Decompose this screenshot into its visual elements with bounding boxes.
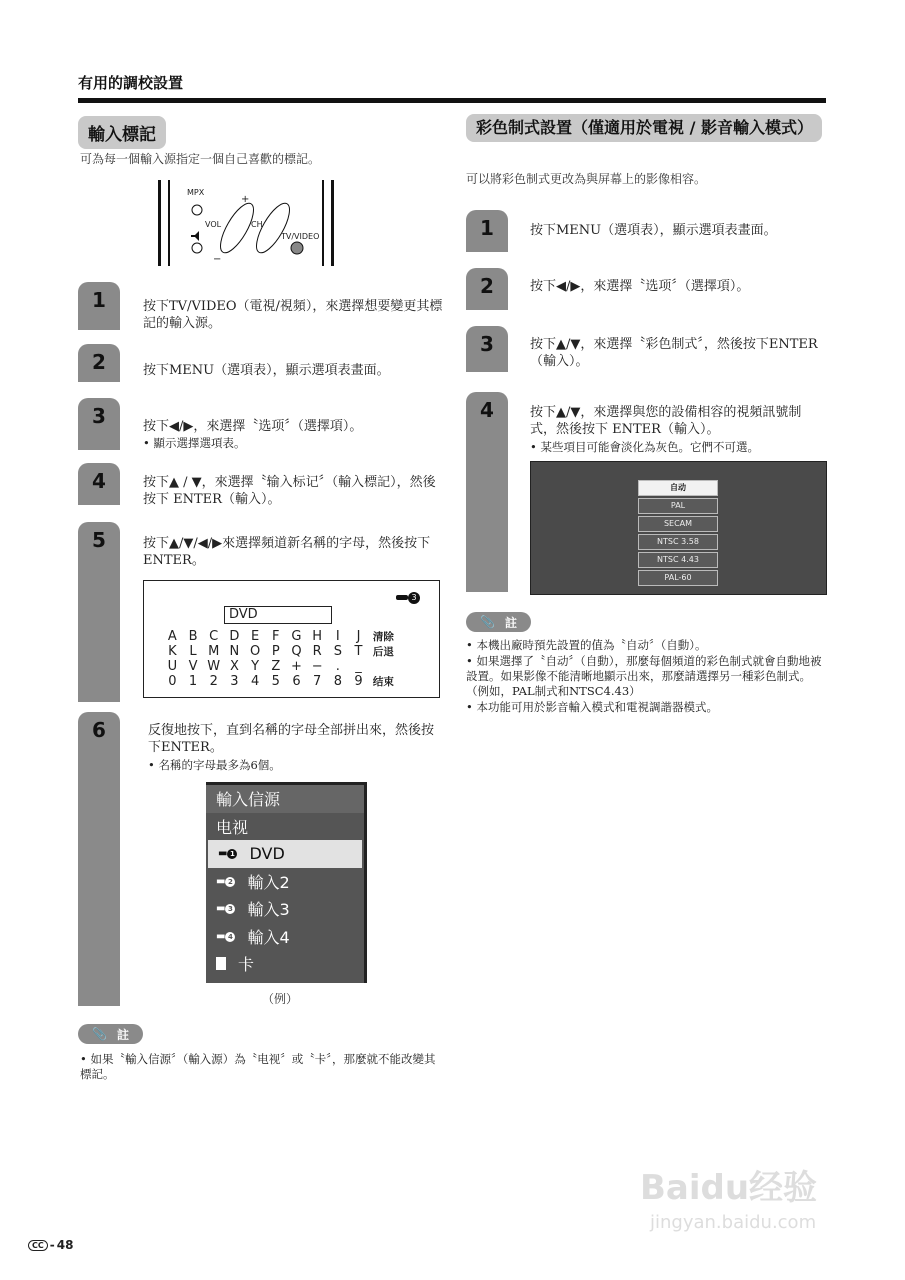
menu-item-label: 电视 <box>216 817 249 837</box>
key[interactable]: O <box>249 644 261 659</box>
menu-header-label: 輸入信源 <box>216 790 281 810</box>
menu-item-label: DVD <box>249 844 285 864</box>
baidu-watermark-logo: Baidu经验 <box>640 1168 818 1208</box>
color-option-ntsc358[interactable]: NTSC 3.58 <box>638 534 718 550</box>
key[interactable]: N <box>229 644 240 659</box>
key[interactable]: U <box>167 659 178 674</box>
key[interactable]: T <box>354 644 363 659</box>
empty-cmd <box>369 659 413 674</box>
step-4-text: 按下▲ / ▼，來選擇〝输入标记〞（輸入標記），然後按下 ENTER（輸入）。 <box>143 475 436 507</box>
key[interactable]: 3 <box>230 674 239 689</box>
keyboard-row-3 <box>162 659 413 674</box>
key[interactable]: D <box>229 629 240 644</box>
key[interactable]: 2 <box>209 674 218 689</box>
step-2-number: 2 <box>78 344 120 382</box>
color-option-auto[interactable]: 自动 <box>638 480 718 496</box>
r-step-2-number: 2 <box>466 268 508 310</box>
header-rule <box>78 98 826 103</box>
key[interactable]: − <box>311 659 323 674</box>
step-2-text: 按下MENU（選項表），顯示選項表畫面。 <box>143 363 390 378</box>
step-3-bullet: • 顯示選擇選項表。 <box>143 436 245 451</box>
key[interactable]: 8 <box>333 674 342 689</box>
key[interactable]: K <box>168 644 177 659</box>
key[interactable]: H <box>312 629 323 644</box>
input-source-menu <box>206 782 367 983</box>
menu-item-card[interactable] <box>206 950 364 978</box>
r-step-4-text: 按下▲/▼，來選擇與您的設備相容的視頻訊號制式，然後按下 ENTER（輸入）。 <box>530 405 802 437</box>
key[interactable]: R <box>312 644 322 659</box>
page-header-title: 有用的調校設置 <box>78 74 184 92</box>
right-note-2: • 如果選擇了〝自动〞（自動），那麼每個頻道的彩色制式就會自動地被設置。如果影像不能清晰地顯示出來，那麼請選擇另一種彩色制式。（例如，PAL制式和NTSC4.43） <box>466 654 826 699</box>
step-4-number: 4 <box>78 463 120 505</box>
paperclip-icon: 📎 <box>92 1027 107 1041</box>
right-note-1: • 本機出廠時預先設置的值為〝自动〞（自動）。 <box>466 638 826 653</box>
menu-item-label: 輸入2 <box>247 872 290 892</box>
note-label: 註 <box>504 615 517 630</box>
input-4-plug-icon: ▬ 4 <box>216 931 235 942</box>
color-option-pal60[interactable]: PAL-60 <box>638 570 718 586</box>
r-step-2-text: 按下◀/▶，來選擇〝选项〞（選擇項）。 <box>530 279 750 294</box>
input-3-plug-icon: ▬ 3 <box>216 903 235 914</box>
r-step-4-number: 4 <box>466 392 508 592</box>
key[interactable]: 0 <box>168 674 177 689</box>
minus-label: − <box>213 254 222 265</box>
cc-badge: CC <box>28 1240 48 1251</box>
key[interactable]: M <box>208 644 220 659</box>
r-step-3-text: 按下▲/▼，來選擇〝彩色制式〞，然後按下ENTER（輸入）。 <box>530 337 818 369</box>
character-keyboard <box>143 580 440 698</box>
step-1-text: 按下TV/VIDEO（電視/視頻），來選擇想要變更其標記的輸入源。 <box>143 299 443 331</box>
back-key[interactable]: 后退 <box>372 646 394 658</box>
mpx-label: MPX <box>187 188 205 197</box>
page-number: 48 <box>56 1238 74 1252</box>
key[interactable]: C <box>209 629 219 644</box>
key[interactable]: 9 <box>354 674 363 689</box>
key[interactable]: W <box>207 659 221 674</box>
menu-item-label: 輸入3 <box>247 900 290 920</box>
menu-item-input2[interactable] <box>206 868 364 896</box>
name-input-field[interactable]: DVD <box>224 606 332 624</box>
keyboard-row-2 <box>162 644 413 659</box>
finish-key[interactable]: 结束 <box>372 676 394 688</box>
color-option-ntsc443[interactable]: NTSC 4.43 <box>638 552 718 568</box>
key[interactable]: S <box>333 644 342 659</box>
keyboard-row-1 <box>162 629 413 644</box>
key[interactable]: 7 <box>313 674 322 689</box>
input-plug-icon <box>396 587 420 606</box>
menu-item-dvd[interactable] <box>208 840 362 868</box>
step-5-number: 5 <box>78 522 120 702</box>
key[interactable]: + <box>291 659 302 674</box>
section-title-color-system: 彩色制式設置（僅適用於電視 / 影音輸入模式） <box>466 114 822 142</box>
key[interactable]: 1 <box>188 674 198 689</box>
step-6-bullet: • 名稱的字母最多為6個。 <box>148 758 281 773</box>
step-5-text: 按下▲/▼/◀/▶來選擇頻道新名稱的字母，然後按下ENTER。 <box>143 536 431 568</box>
menu-header <box>206 785 364 813</box>
menu-item-input3[interactable] <box>206 895 364 923</box>
r-step-3-number: 3 <box>466 326 508 372</box>
key[interactable]: G <box>291 629 302 644</box>
key[interactable]: Y <box>251 659 260 674</box>
step-6-number: 6 <box>78 712 120 1006</box>
menu-item-tv[interactable] <box>206 813 364 841</box>
ch-label: CH <box>251 220 263 229</box>
color-option-pal[interactable]: PAL <box>638 498 718 514</box>
section-intro: 可為每一個輸入源指定一個自己喜歡的標記。 <box>80 152 321 166</box>
example-caption: （例） <box>262 992 299 1006</box>
step-1-number: 1 <box>78 282 120 330</box>
note-tag <box>466 612 531 632</box>
key[interactable]: Q <box>291 644 302 659</box>
key[interactable]: L <box>189 644 197 659</box>
key[interactable]: F <box>272 629 280 644</box>
key[interactable]: 6 <box>292 674 301 689</box>
key[interactable]: Z <box>271 659 281 674</box>
note-tag <box>78 1024 143 1044</box>
step-6-text: 反復地按下，直到名稱的字母全部拼出來，然後按下ENTER。 <box>148 723 435 755</box>
menu-item-label: 輸入4 <box>247 927 290 947</box>
key[interactable]: . <box>335 659 340 674</box>
key[interactable]: V <box>188 659 198 674</box>
color-system-list <box>638 480 718 588</box>
step-3-number: 3 <box>78 398 120 450</box>
key[interactable]: P <box>271 644 280 659</box>
key[interactable]: 5 <box>271 674 280 689</box>
input-2-plug-icon: ▬ 2 <box>216 876 235 887</box>
menu-item-input4[interactable] <box>206 923 364 951</box>
color-intro: 可以將彩色制式更改為與屏幕上的影像相容。 <box>466 172 707 186</box>
color-system-panel <box>530 461 827 595</box>
paperclip-icon: 📎 <box>480 615 495 629</box>
key[interactable]: J <box>356 629 361 644</box>
key[interactable]: A <box>167 629 177 644</box>
card-icon <box>216 957 226 970</box>
right-note-3: • 本功能可用於影音輸入模式和電視調諧器模式。 <box>466 700 826 715</box>
baidu-watermark-url: jingyan.baidu.com <box>650 1212 817 1233</box>
clear-key[interactable]: 清除 <box>372 631 394 643</box>
note-label: 註 <box>116 1027 129 1042</box>
input-1-plug-icon: ▬ 1 <box>218 848 237 859</box>
remote-illustration <box>158 180 334 266</box>
key[interactable]: B <box>188 629 198 644</box>
color-option-secam[interactable]: SECAM <box>638 516 718 532</box>
section-title-input-label: 輸入標記 <box>78 116 166 149</box>
vol-label: VOL <box>205 220 222 229</box>
menu-item-label: 卡 <box>238 955 255 975</box>
plus-label: + <box>241 194 250 205</box>
r-step-4-bullet: • 某些項目可能會淡化為灰色。它們不可選。 <box>530 440 759 455</box>
step-3-text: 按下◀/▶，來選擇〝选项〞（選擇項）。 <box>143 419 363 434</box>
key[interactable]: I <box>335 629 340 644</box>
input-number-badge: 3 <box>408 592 420 604</box>
tvvideo-label: TV/VIDEO <box>281 232 320 241</box>
r-step-1-number: 1 <box>466 210 508 252</box>
left-note-text: • 如果〝輸入信源〞（輸入源）為〝电视〞或〝卡〞，那麼就不能改變其標記。 <box>80 1052 442 1082</box>
r-step-1-text: 按下MENU（選項表），顯示選項表畫面。 <box>530 223 777 238</box>
page-footer: CC - 48 <box>28 1238 73 1252</box>
key[interactable]: E <box>250 629 260 644</box>
key[interactable]: X <box>229 659 239 674</box>
key[interactable]: _ <box>355 659 362 674</box>
key[interactable]: 4 <box>250 674 260 689</box>
keyboard-row-4 <box>162 674 413 689</box>
keyboard-grid <box>162 629 413 689</box>
